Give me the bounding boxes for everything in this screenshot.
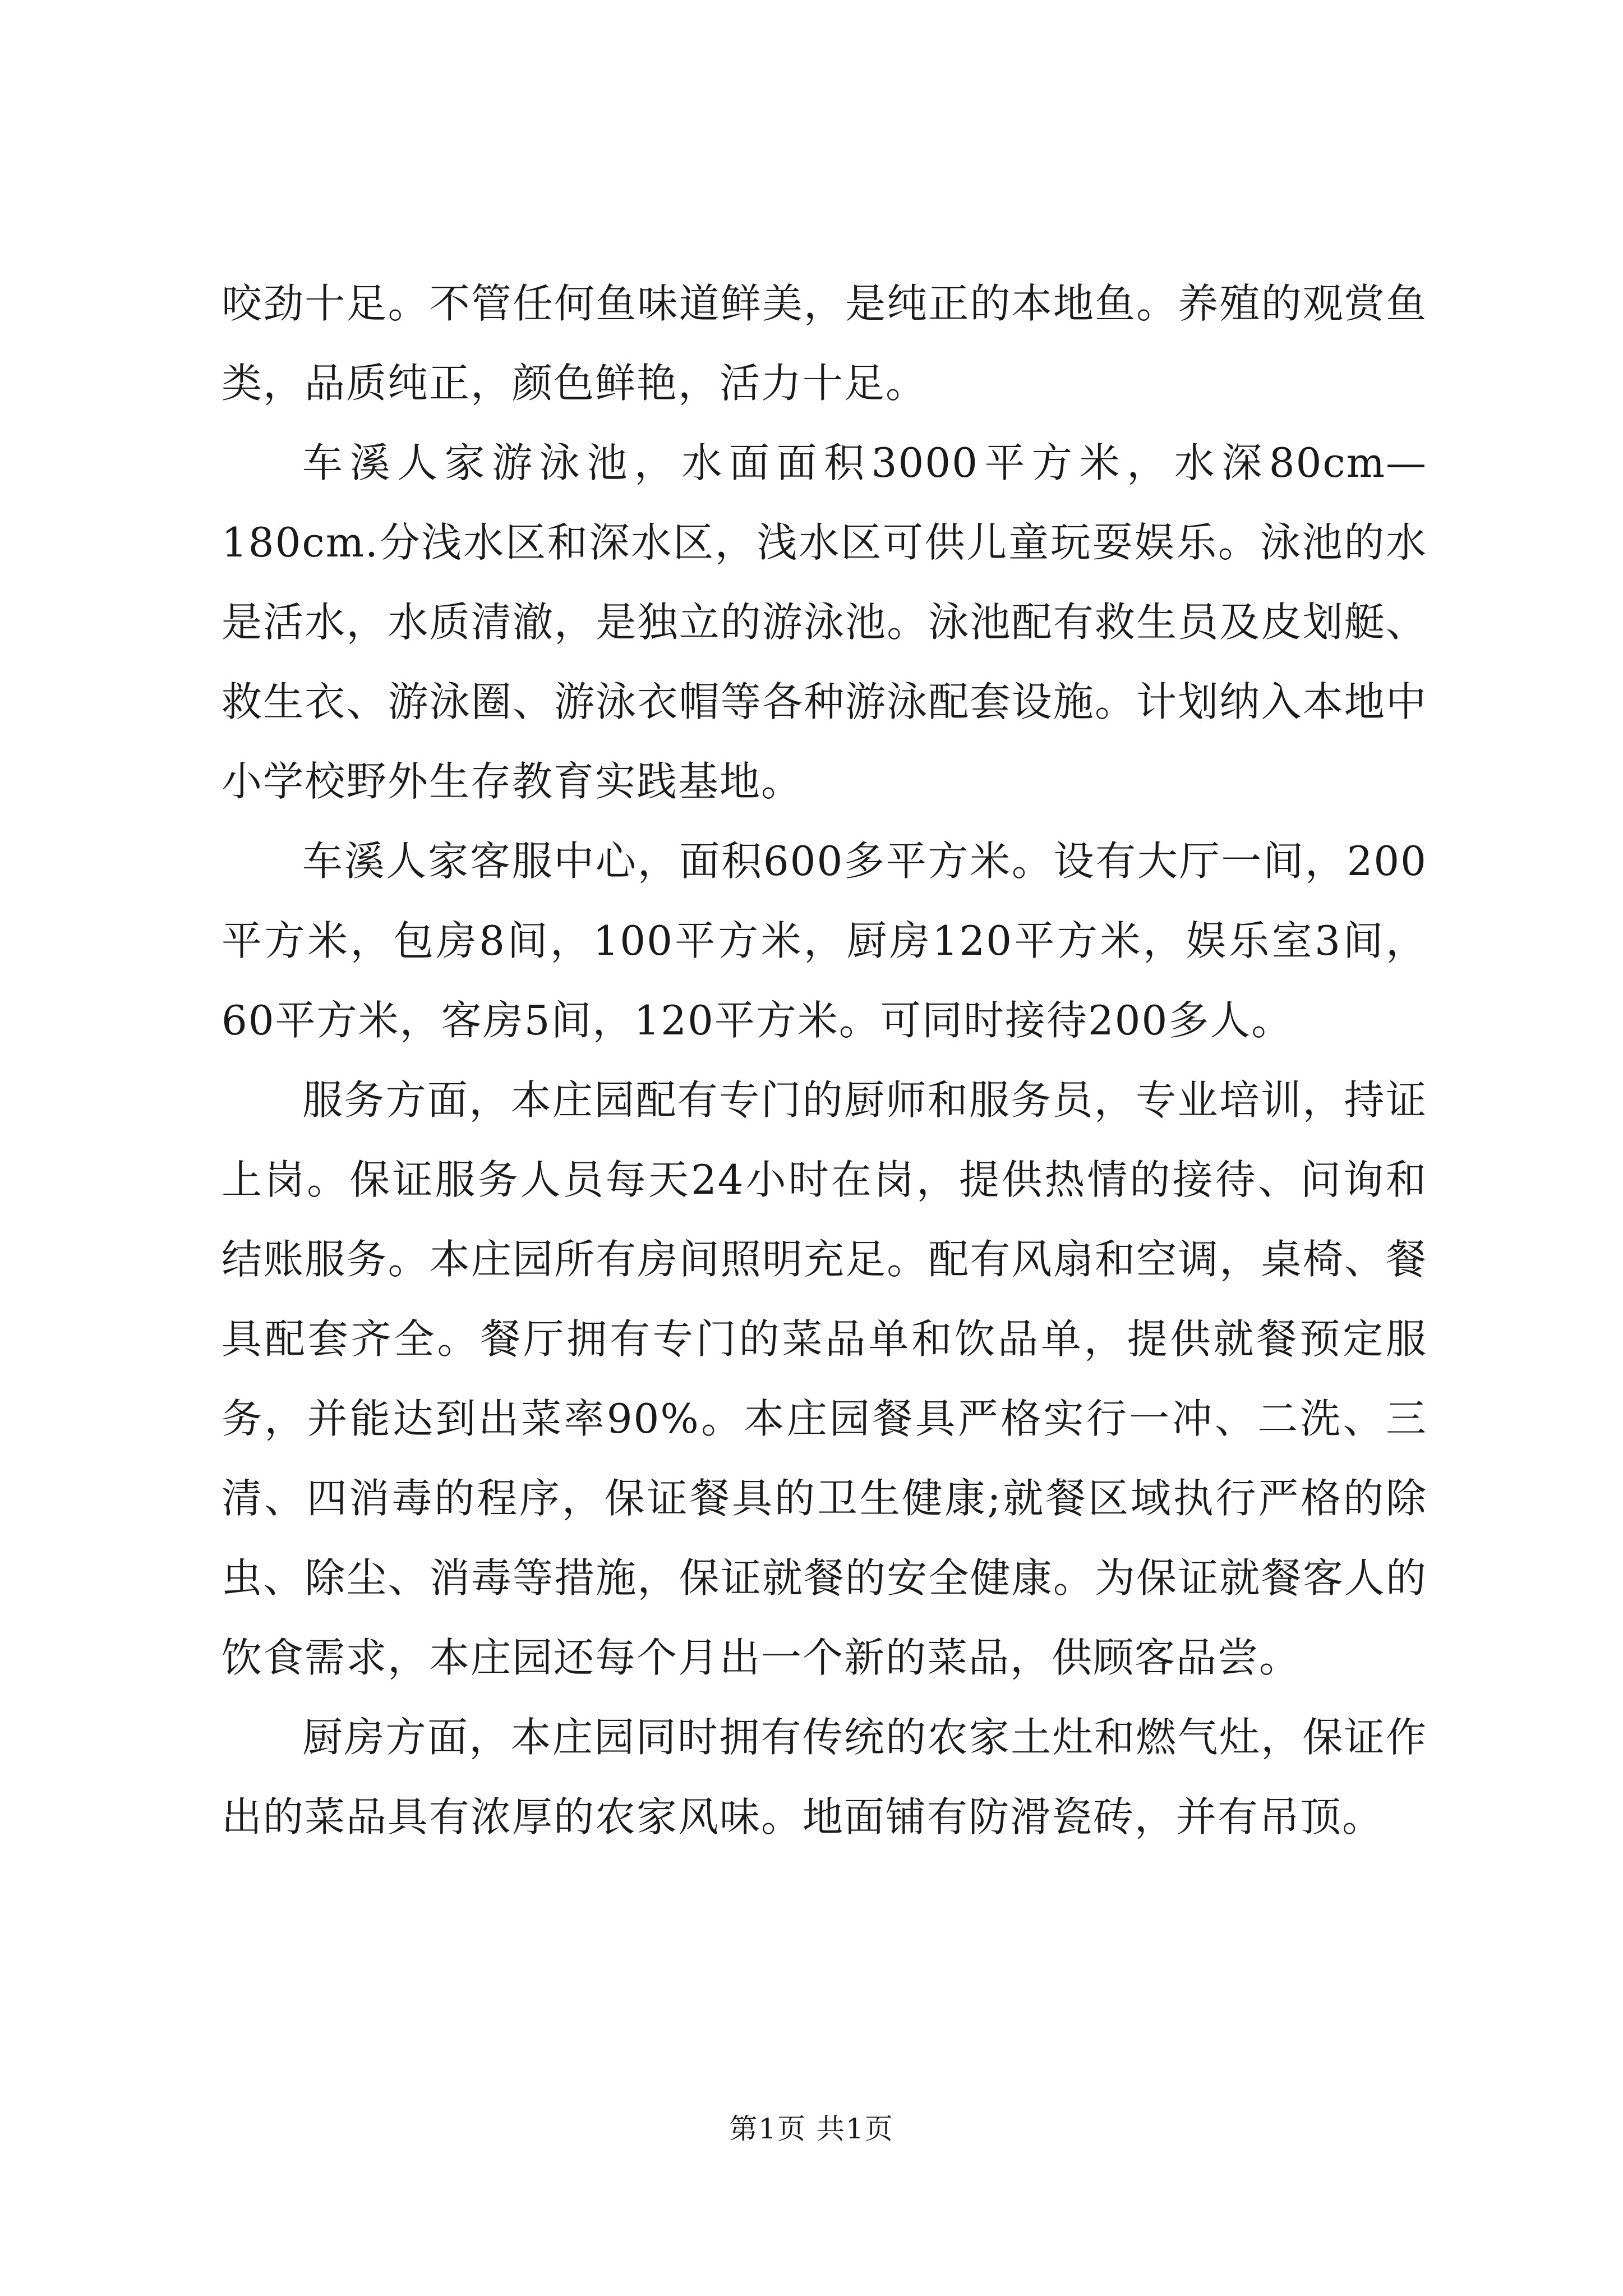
paragraph-kitchen: 厨房方面，本庄园同时拥有传统的农家土灶和燃气灶，保证作出的菜品具有浓厚的农家风味。地面铺有防滑瓷砖，并有吊顶。 xyxy=(222,1714,1427,1841)
paragraph-service: 服务方面，本庄园配有专门的厨师和服务员，专业培训，持证上岗。保证服务人员每天24小时在岗，提供热情的接待、问询和结账服务。本庄园所有房间照明充足。配有风扇和空调，桌椅、餐具配套齐全。餐厅拥有专门的菜品单和饮品单，提供就餐预定服务，并能达到出菜率90%。本庄园餐具严格实行一冲、二洗、三清、四消毒的程序，保证餐具的卫生健康;就餐区域执行严格的除虫、除尘、消毒等措施，保证就餐的安全健康。为保证就餐客人的饮食需求，本庄园还每个月出一个新的菜品，供顾客品尝。 xyxy=(222,1076,1427,1681)
document-body xyxy=(222,264,1427,1857)
paragraph-fish-continuation: 咬劲十足。不管任何鱼味道鲜美，是纯正的本地鱼。养殖的观赏鱼类，品质纯正，颜色鲜艳，活力十足。 xyxy=(222,280,1427,407)
paragraph-swimming-pool: 车溪人家游泳池，水面面积3000平方米，水深80cm—180cm.分浅水区和深水区，浅水区可供儿童玩耍娱乐。泳池的水是活水，水质清澈，是独立的游泳池。泳池配有救生员及皮划艇、救生衣、游泳圈、游泳衣帽等各种游泳配套设施。计划纳入本地中小学校野外生存教育实践基地。 xyxy=(222,439,1427,805)
page-footer: 第1页 共1页 xyxy=(729,2113,894,2145)
paragraph-service-center: 车溪人家客服中心，面积600多平方米。设有大厅一间，200平方米，包房8间，100平方米，厨房120平方米，娱乐室3间，60平方米，客房5间，120平方米。可同时接待200多人。 xyxy=(222,838,1427,1044)
